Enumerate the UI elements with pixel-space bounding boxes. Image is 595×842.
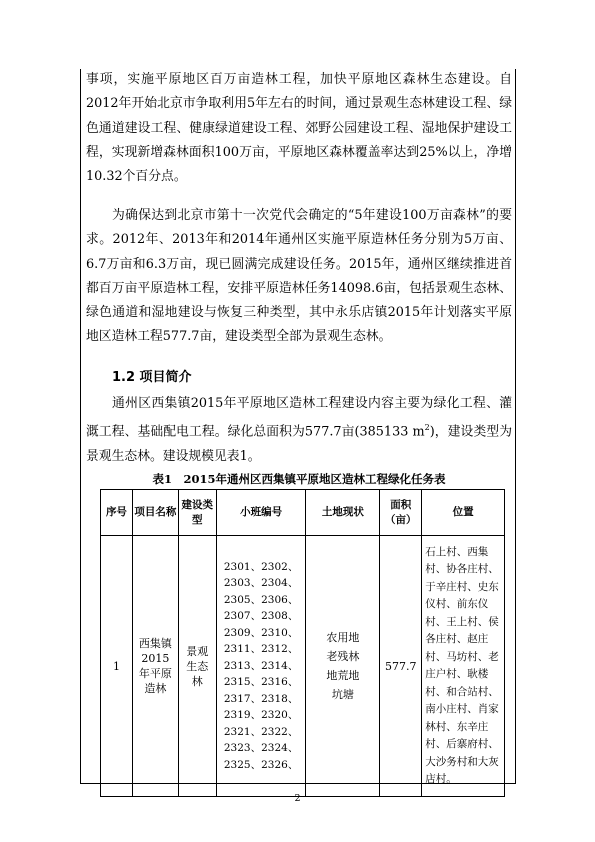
- header-location: 位置: [422, 490, 505, 536]
- table-header-row: [101, 490, 505, 536]
- page-number: 2: [294, 793, 301, 804]
- header-name: 项目名称: [132, 490, 178, 536]
- header-type: 建设类型: [178, 490, 216, 536]
- paragraph-1: 事项，实施平原地区百万亩造林工程，加快平原地区森林生态建设。自2012年开始北京市争取利用5年左右的时间，通过景观生态林建设工程、绿色通道建设工程、健康绿道建设工程、郊野公园建设工程、湿地保护建设工程，实现新增森林面积100万亩，平原地区森林覆盖率达到25%以上，净增10.32个百分点。: [86, 72, 512, 185]
- paragraph-3-text-end: )，建设类型为景观生态林。建设规模见表1。: [86, 424, 512, 464]
- cell-name: 西集镇2015年平原造林: [132, 536, 178, 797]
- header-land: 土地现状: [306, 490, 380, 536]
- header-area: 面积（亩）: [380, 490, 422, 536]
- cell-area: 577.7: [380, 536, 422, 797]
- table-caption: 表1 2015年通州区西集镇平原地区造林工程绿化任务表: [152, 472, 446, 486]
- task-table: [100, 489, 505, 797]
- cell-land: 农用地老残林地荒地坑塘: [306, 536, 380, 797]
- table-row: [101, 536, 505, 797]
- cell-index: 1: [101, 536, 133, 797]
- paragraph-3-text: 通州区西集镇2015年平原地区造林工程建设内容主要为绿化工程、灌溉工程、基础配电工程。绿化总面积为577.7亩(385133 m: [86, 396, 512, 440]
- superscript: 2: [424, 423, 430, 433]
- cell-plots: 2301、2302、2303、2304、2305、2306、2307、2308、2309、2310、2311、2312、2313、2314、2315、2316、2317、2318、2319、2320、2321、2322、2323、2324、2325、2326、: [216, 536, 306, 797]
- paragraph-3: [86, 392, 512, 469]
- cell-location: 石上村、西集村、协各庄村、于辛庄村、史东仪村、前东仪村、王上村、侯各庄村、赵庄村、马坊村、老庄户村、耿楼村、和合站村、南小庄村、肖家林村、东辛庄村、后寨府村、大沙务村和大灰店村。: [422, 536, 505, 797]
- cell-type: 景观生态林: [178, 536, 216, 797]
- section-heading: 1.2 项目简介: [112, 370, 192, 385]
- header-index: 序号: [101, 490, 133, 536]
- paragraph-2: 为确保达到北京市第十一次党代会确定的“5年建设100万亩森林”的要求。2012年、2013年和2014年通州区实施平原造林任务分别为5万亩、6.7万亩和6.3万亩，现已圆满完成建设任务。2015年，通州区继续推进首都百万亩平原造林工程，安排平原造林任务14098.6亩，包括景观生态林、绿色通道和湿地建设与恢复三种类型，其中永乐店镇2015年计划落实平原地区造林工程577.7亩，建设类型全部为景观生态林。: [86, 208, 512, 345]
- header-plots: 小班编号: [216, 490, 306, 536]
